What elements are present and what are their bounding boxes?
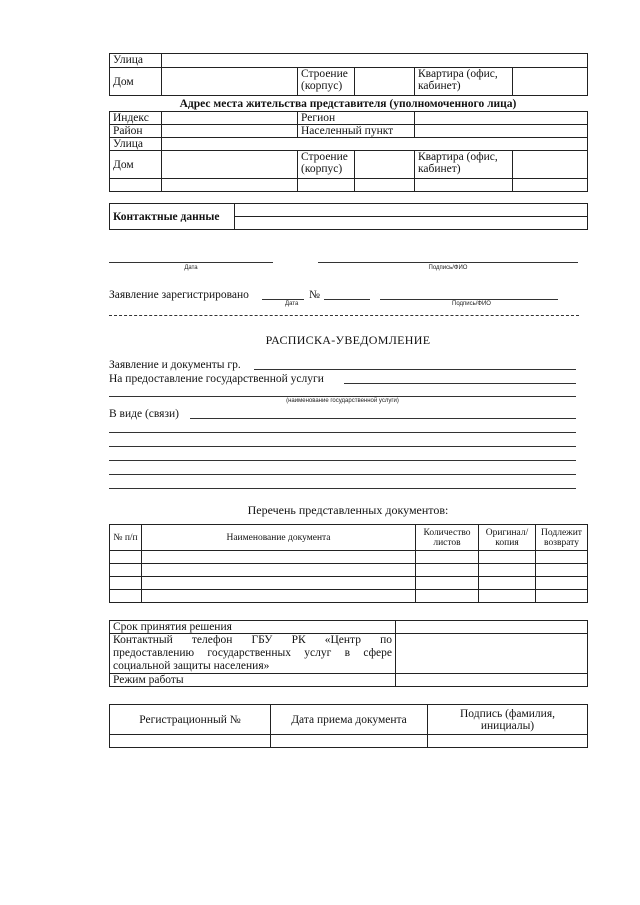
registration-date-line[interactable] [262, 299, 304, 300]
signature-line[interactable] [318, 262, 578, 263]
table-row[interactable] [110, 577, 588, 590]
form-line-3[interactable] [109, 446, 576, 447]
info-table [109, 620, 588, 687]
form-line-6[interactable] [109, 488, 576, 489]
locality-label: Населенный пункт [298, 125, 415, 138]
form-line-4[interactable] [109, 460, 576, 461]
street-label: Улица [110, 138, 162, 151]
docs-from-line[interactable] [254, 369, 576, 370]
documents-table [109, 524, 588, 603]
house-value[interactable] [162, 151, 298, 179]
building-value[interactable] [355, 68, 415, 96]
reception-date-header: Дата приема документа [271, 705, 428, 735]
locality-value[interactable] [415, 125, 588, 138]
representative-address-table [109, 111, 588, 192]
col-name-header: Наименование документа [142, 525, 416, 551]
district-label: Район [110, 125, 162, 138]
house-value[interactable] [162, 68, 298, 96]
signature-caption: Подпись/ФИО [428, 265, 468, 271]
form-line[interactable] [190, 418, 576, 419]
service-label: На предоставление государственной услуги [109, 373, 324, 385]
contacts-label: Контактные данные [110, 204, 235, 230]
hours-value[interactable] [396, 674, 588, 687]
registration-number-line[interactable] [324, 299, 370, 300]
contacts-value-2[interactable] [235, 217, 588, 230]
house-label: Дом [110, 68, 162, 96]
col-num-header: № п/п [110, 525, 142, 551]
applicant-address-table [109, 53, 588, 96]
table-row[interactable] [110, 564, 588, 577]
signature-header: Подпись (фамилия, инициалы) [428, 705, 588, 735]
region-value[interactable] [415, 112, 588, 125]
receipt-title: РАСПИСКА-УВЕДОМЛЕНИЕ [265, 333, 431, 347]
phone-value[interactable] [396, 634, 588, 674]
form-line-5[interactable] [109, 474, 576, 475]
index-label: Индекс [110, 112, 162, 125]
registration-number-sign: № [309, 289, 320, 301]
registration-label: Заявление зарегистрировано [109, 289, 249, 301]
contacts-value-1[interactable] [235, 204, 588, 217]
col-return-header: Подлежит возврату [536, 525, 588, 551]
registration-signature-line[interactable] [380, 299, 558, 300]
index-value[interactable] [162, 112, 298, 125]
street-value[interactable] [162, 54, 588, 68]
reg-number-header: Регистрационный № [110, 705, 271, 735]
apartment-label: Квартира (офис, кабинет) [415, 151, 513, 179]
col-count-header: Количество листов [416, 525, 479, 551]
contacts-table [109, 203, 588, 230]
reception-date-value[interactable] [271, 735, 428, 748]
date-line[interactable] [109, 262, 273, 263]
reg-number-value[interactable] [110, 735, 271, 748]
signature-value[interactable] [428, 735, 588, 748]
table-row[interactable] [110, 590, 588, 603]
registry-table [109, 704, 588, 748]
table-row[interactable] [110, 551, 588, 564]
documents-title: Перечень представленных документов: [247, 503, 449, 517]
hours-label: Режим работы [110, 674, 396, 687]
phone-label: Контактный телефон ГБУ РК «Центр по предоставлению государственных услуг в сфере социальной защиты населения» [110, 634, 396, 674]
registration-date-caption: Дата [285, 301, 299, 307]
decision-label: Срок принятия решения [110, 621, 396, 634]
decision-value[interactable] [396, 621, 588, 634]
service-caption: (наименование государственной услуги) [286, 398, 399, 404]
apartment-label: Квартира (офис, кабинет) [415, 68, 513, 96]
col-original-header: Оригинал/ копия [479, 525, 536, 551]
district-value[interactable] [162, 125, 298, 138]
apartment-value[interactable] [513, 151, 588, 179]
service-line-2[interactable] [109, 396, 576, 397]
building-label: Строение (корпус) [298, 151, 355, 179]
apartment-value[interactable] [513, 68, 588, 96]
form-line-2[interactable] [109, 432, 576, 433]
docs-from-label: Заявление и документы гр. [109, 359, 241, 371]
registration-signature-caption: Подпись/ФИО [452, 301, 491, 307]
house-label: Дом [110, 151, 162, 179]
representative-heading: Адрес места жительства представителя (уполномоченного лица) [179, 98, 517, 110]
building-label: Строение (корпус) [298, 68, 355, 96]
form-label: В виде (связи) [109, 408, 179, 420]
cut-line [109, 315, 579, 316]
building-value[interactable] [355, 151, 415, 179]
region-label: Регион [298, 112, 415, 125]
date-caption: Дата [184, 265, 198, 271]
street-value[interactable] [162, 138, 588, 151]
street-label: Улица [110, 54, 162, 68]
service-line[interactable] [344, 383, 576, 384]
